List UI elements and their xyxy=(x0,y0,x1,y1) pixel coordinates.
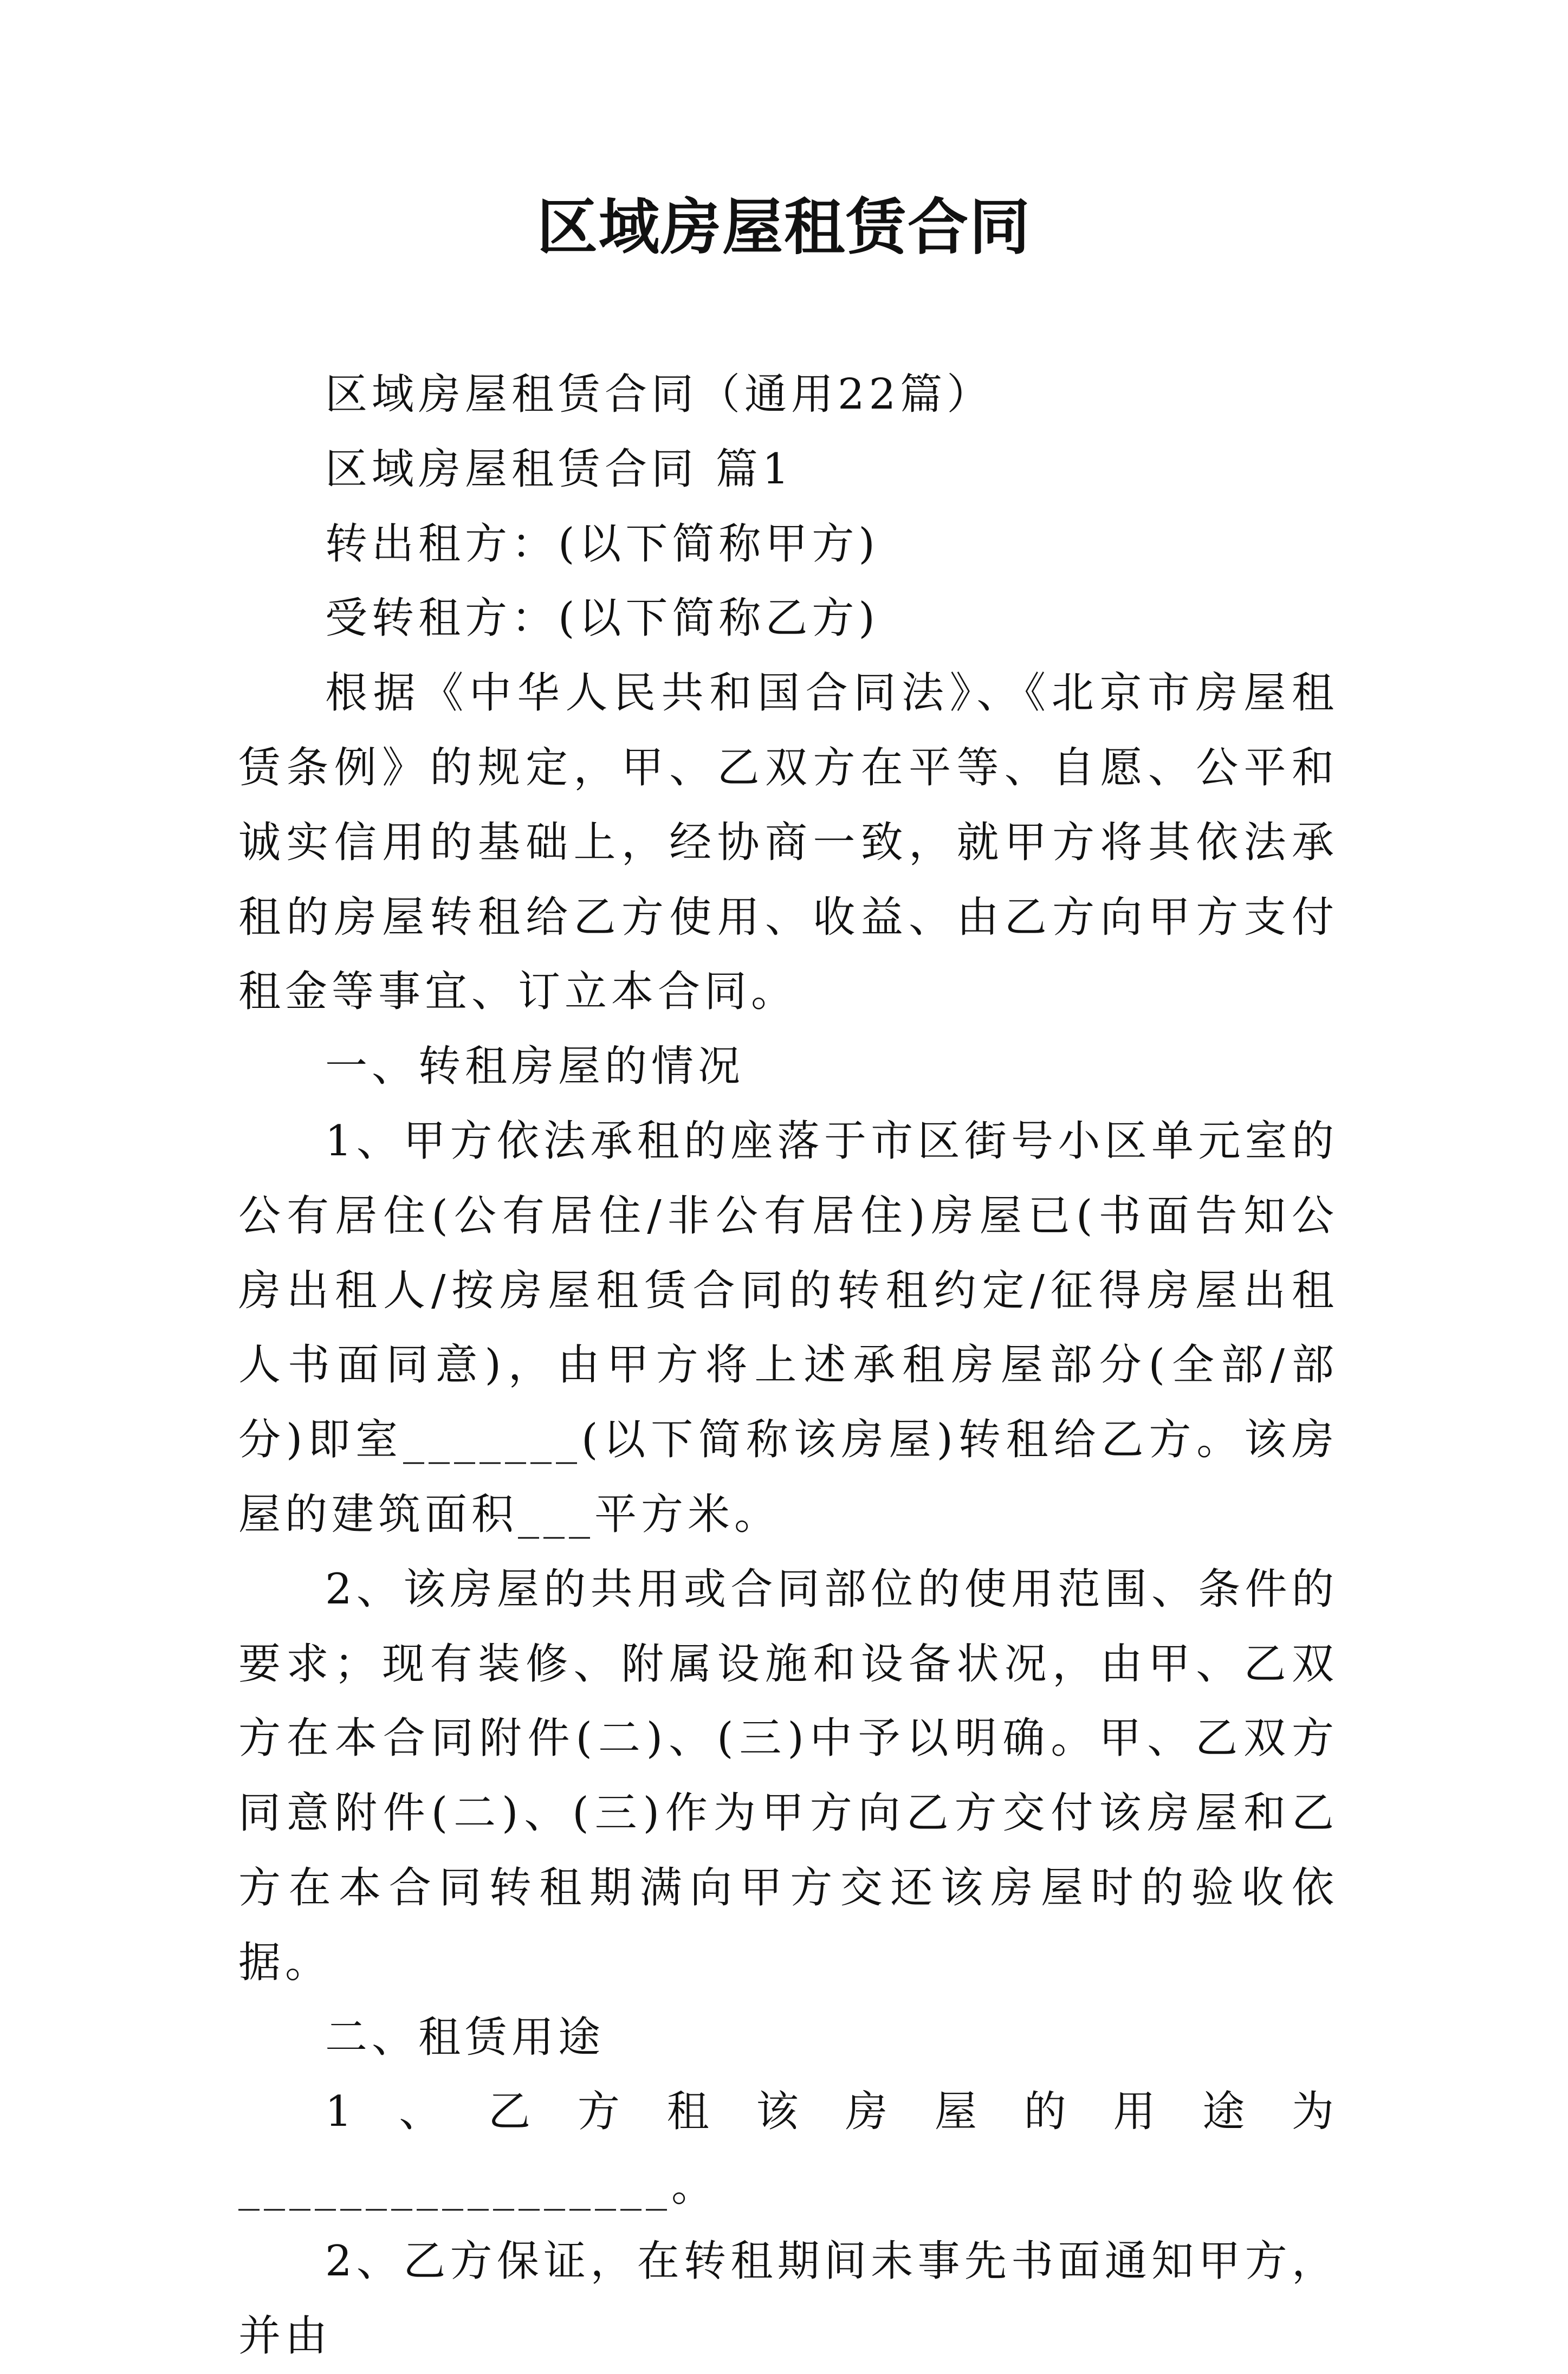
paragraph-heading-1: 一、转租房屋的情况 xyxy=(325,1042,745,1091)
paragraph-clause-2-2: 2、乙方保证，在转租期间未事先书面通知甲方，并由 xyxy=(238,2236,1338,2360)
paragraph-clause-2-1: 1、乙方租该房屋的用途为_________________。 xyxy=(238,2087,1338,2211)
paragraph-clause-1-2: 2、该房屋的共用或合同部位的使用范围、条件的要求；现有装修、附属设施和设备状况，由甲、乙双方在本合同附件(二)、(三)中予以明确。甲、乙双方同意附件(二)、(三)作为甲方向乙方交付该房屋和乙方在本合同转租期满向甲方交还该房屋时的验收依据。 xyxy=(238,1564,1338,1987)
paragraph-party-a: 转出租方：(以下简称甲方) xyxy=(325,519,879,568)
paragraph-party-b: 受转租方：(以下简称乙方) xyxy=(325,594,879,643)
paragraph-clause-1-1: 1、甲方依法承租的座落于市区街号小区单元室的公有居住(公有居住/非公有居住)房屋已(书面告知公房出租人/按房屋租赁合同的转租约定/征得房屋出租人书面同意)，由甲方将上述承租房屋部分(全部/部分)即室_______(以下简称该房屋)转租给乙方。该房屋的建筑面积___平方米。 xyxy=(238,1116,1338,1539)
paragraph-preamble: 根据《中华人民共和国合同法》、《北京市房屋租赁条例》的规定，甲、乙双方在平等、自愿、公平和诚实信用的基础上，经协商一致，就甲方将其依法承租的房屋转租给乙方使用、收益、由乙方向甲方支付租金等事宜、订立本合同。 xyxy=(238,669,1338,1017)
document-title: 区域房屋租赁合同 xyxy=(537,192,1031,263)
paragraph-section-heading: 区域房屋租赁合同 篇1 xyxy=(325,444,794,494)
paragraph-subtitle: 区域房屋租赁合同（通用22篇） xyxy=(325,370,994,419)
document-body xyxy=(238,358,1338,2374)
paragraph-heading-2: 二、租赁用途 xyxy=(325,2013,605,2062)
